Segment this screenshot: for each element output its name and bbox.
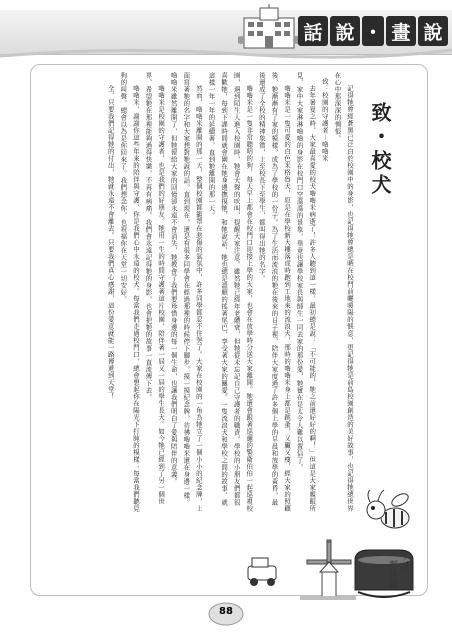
jeep-icon: [248, 558, 276, 586]
title-tile-separator: ・: [362, 16, 384, 46]
article-title: 致・校犬: [368, 102, 392, 198]
page-number: 88: [219, 606, 233, 617]
title-tile: 說: [330, 16, 360, 46]
author-class: 六忠: [401, 552, 411, 570]
paragraph: 嚕嚕米是一隻可愛的白色米格魯犬，原是在學校新大樓落成時跑到工地來的流浪犬，那時的嚕嚕米身上都是跳蚤，又臟又瘦，經大家的照顧後，牠漸漸有了家的模樣，成為了學校的一份子。為了生活而流浪的牠在後來的日子裡，陪伴大家度過了許多個上學的早晨和放學的黃昏，最後還成了全校的精神象徵，上至校長下至學生，都叫得出牠的名字。: [257, 72, 292, 512]
paragraph: 嚕嚕米是校園的守護者，也是我們的好朋友。牠用一生的時間守護著這片校園，陪伴著一屆又一屆的學生長大。如今牠已經到了另一個世界，希望牠在那裡能夠過得快樂，不再有病痛。我們會永遠記得牠的身影，也會把牠的故事一直流傳下去。: [144, 72, 166, 505]
paragraph: 嚕嚕米，謝謝你這些年來的陪伴與守護，你是我們心中永遠的校犬。每當我們走過校門口，總會想起你在陽光下打盹的模樣；每當我們聽見狗的叫聲，總會以為是你回來了。我們想念你，也祝福你在天堂一切安好。: [119, 72, 140, 512]
paragraph: 全，只要我們記得牠的付出，牠就永遠不會離去。只要我們真心感謝，這份愛意就能一路傳遞到天堂！: [106, 84, 115, 400]
title-tile: 話: [298, 16, 328, 46]
paragraph: 記得牠曾經蒼黑已泛白於校園中的身影，也記得牠曾總是晒在校門前曬暖陽的惬意，更記得牠是前島校園創造的美好故事，也記得牠總世界在心中那深深的惆悵。: [333, 72, 354, 512]
paragraph-salutation: 致：校園的守護者－嚕嚕米: [320, 78, 329, 163]
title-tile: 畫: [386, 16, 416, 46]
paragraph: 然而，嚕嚕米離開的那一天，整個校園都籠罩在悲傷的氣氛中，許多同學都忍不住哭了。大家在校園的一角為牠立了一個小小的紀念牌，上面寫著牠的名字和大家想對牠說的話。直到現在，還是有很多同學會在經過那裡的時候停下腳步，摸一摸紀念牌，彷彿嚕嚕米還在身邊一樣。嚕嚕米雖然離開了，但牠留給大家的回憶卻永遠不會消失，牠教會了我們要珍惜身邊的每一個生命，也讓我們明白了愛與陪伴的意義。: [169, 72, 203, 512]
title-tile: 說: [418, 16, 448, 46]
author-name: 鄭佳蓉: [387, 560, 397, 590]
windmill-icon: [300, 540, 356, 600]
bee-icon: [367, 490, 410, 528]
paragraph: 嚕嚕米是一隻非常聰明的狗，每天早上都會在校門口迎接上學的大家，也會在放學時分送大家離開。牠還會跟著巡邏的警衛伯伯一起巡視校園，遇到陌生人進入校園時，牠會大聲的吠叫，提醒大家注意。雖然牠已經年老體衰，但牠從未忘記自己守護者的職責。學校的小朋友們都很喜歡牠，每到下課時間就會圍在牠身邊撫摸牠、和牠說話，牠也總是溫順的搖著尾巴，享受著大家的關愛。一隻流浪犬和學校之間的故事，就這樣一年一年的延續著，直到牠離開的那一天。: [207, 72, 254, 512]
paragraph: 去年暑夏之時，大家最喜愛的校犬嚕嚕米病逝了！許多人聽到這一樣，最初總是說：「不可能的，牠之前還好好的啊！」但這是大家親眼所見，家中大家淋淋嚕嚕的身影在校門口空蕩蕩的景象，畢竟也讓學校家長與師生一同去家的那份愛，牠實在是太令人難以置信了。: [295, 72, 317, 512]
